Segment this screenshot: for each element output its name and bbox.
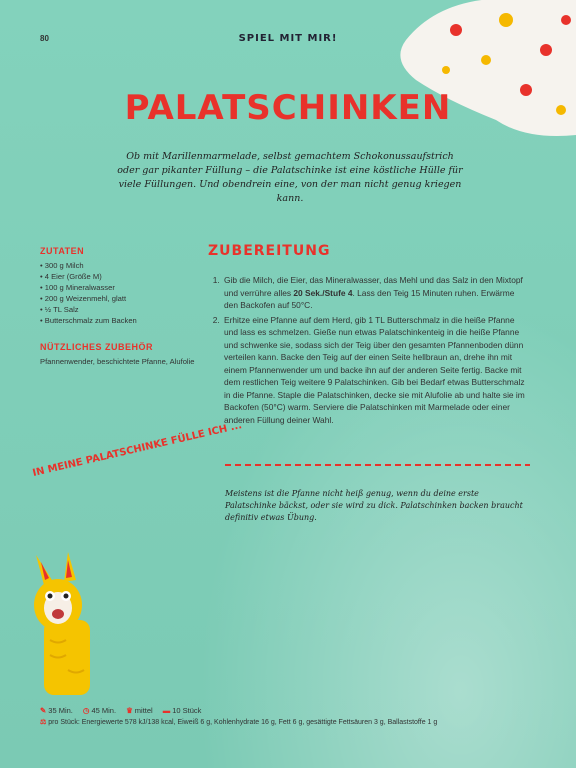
chef-hat-icon: ♛ <box>126 706 133 715</box>
step1-setting: 20 Sek./Stufe 4 <box>293 287 353 298</box>
ingredient-item: • ½ TL Salz <box>40 304 190 315</box>
preparation-steps <box>208 274 528 428</box>
nutrition-icon: ⚖ <box>40 719 47 726</box>
ingredients-list <box>40 260 190 326</box>
ingredient-item: • 4 Eier (Größe M) <box>40 271 190 282</box>
total-time <box>83 706 116 715</box>
step-item <box>222 274 528 312</box>
step-item: 2. Erhitze eine Pfanne auf dem Herd, gib 1 TL Butterschmalz in die heiße Pfanne und lass es schmelzen. Gieße nun etwas Palatschinkenteig in die heiße Pfanne und schwenke sie, sodass sich der Teig über den gesamten Pfannenboden dünn verteilen kann. Backe den Teig auf der einen Seite hellbraun an, drehe ihn mit einem Pfannenwender um und backe ihn auf der anderen Seite fertig. Backe mit dem restlichen Teig weitere 9 Palatschinken. Gib bei Bedarf etwas Butterschmalz in die Pfanne. Staple die Palatschinken, decke sie mit Alufolie ab und halte sie im Backofen (50°C) warm. Serviere die Palatschinken mit Marmelade oder einer anderen Füllung deiner Wahl. <box>222 314 528 427</box>
prep-time <box>40 706 73 715</box>
step1-text-a: Gib die Milch, die Eier, das Mineralwasser, das Mehl und das Salz in den Mixtopf und verrühre alles <box>224 275 523 298</box>
preparation-title: ZUBEREITUNG <box>208 243 331 259</box>
ingredient-item: • Butterschmalz zum Backen <box>40 315 190 326</box>
recipe-title: PALATSCHINKEN <box>124 88 452 128</box>
recipe-intro: Ob mit Marillenmarmelade, selbst gemachtem Schokonussaufstrich oder gar pikanter Füllung – die Palatschinke ist eine köstliche Hülle für viele Füllungen. Und obendrein eine, von der man nicht genug kriegen kann. <box>117 151 463 204</box>
difficulty <box>126 706 153 715</box>
tip-text: Meistens ist die Pfanne nicht heiß genug, wenn du deine erste Palatschinke bäckst, oder sie wird zu dick. Palatschinken backen braucht definitiv etwas Übung. <box>225 489 523 522</box>
difficulty-value: mittel <box>134 706 153 715</box>
step1-text-b: . Lass den Teig 15 Minuten ruhen. Erwärme den Backofen auf 50°C. <box>224 287 515 310</box>
recipe-meta <box>40 706 201 715</box>
ingredient-item: • 100 g Mineralwasser <box>40 282 190 293</box>
nutrition-info <box>40 718 437 726</box>
equipment-section <box>40 342 200 367</box>
total-time-value: 45 Min. <box>91 706 117 715</box>
tip-heading: IN MEINE PALATSCHINKE FÜLLE ICH ... <box>31 420 243 479</box>
ingredients-section <box>40 246 190 326</box>
prep-time-value: 35 Min. <box>48 706 73 715</box>
yield <box>163 706 202 715</box>
yield-value: 10 Stück <box>172 706 202 715</box>
ingredient-item: • 300 g Milch <box>40 260 190 271</box>
equipment-title: NÜTZLICHES ZUBEHÖR <box>40 342 153 352</box>
clock-icon: ◷ <box>82 706 90 715</box>
equipment-text: Pfannenwender, beschichtete Pfanne, Alufolie <box>40 357 195 366</box>
llama-illustration <box>28 550 98 695</box>
nutrition-text: pro Stück: Energiewerte 578 kJ/138 kcal, Eiweiß 6 g, Kohlenhydrate 16 g, Fett 6 g, gesättigte Fettsäuren 3 g, Ballaststoffe 1 g <box>48 719 438 726</box>
section-title: SPIEL MIT MIR! <box>238 33 338 44</box>
knife-icon: ✎ <box>40 706 47 715</box>
portion-icon: ▬ <box>162 706 171 715</box>
page-number: 80 <box>40 34 49 43</box>
ingredient-item: • 200 g Weizenmehl, glatt <box>40 293 190 304</box>
dashed-divider <box>225 462 530 468</box>
ingredients-title: ZUTATEN <box>40 246 85 256</box>
